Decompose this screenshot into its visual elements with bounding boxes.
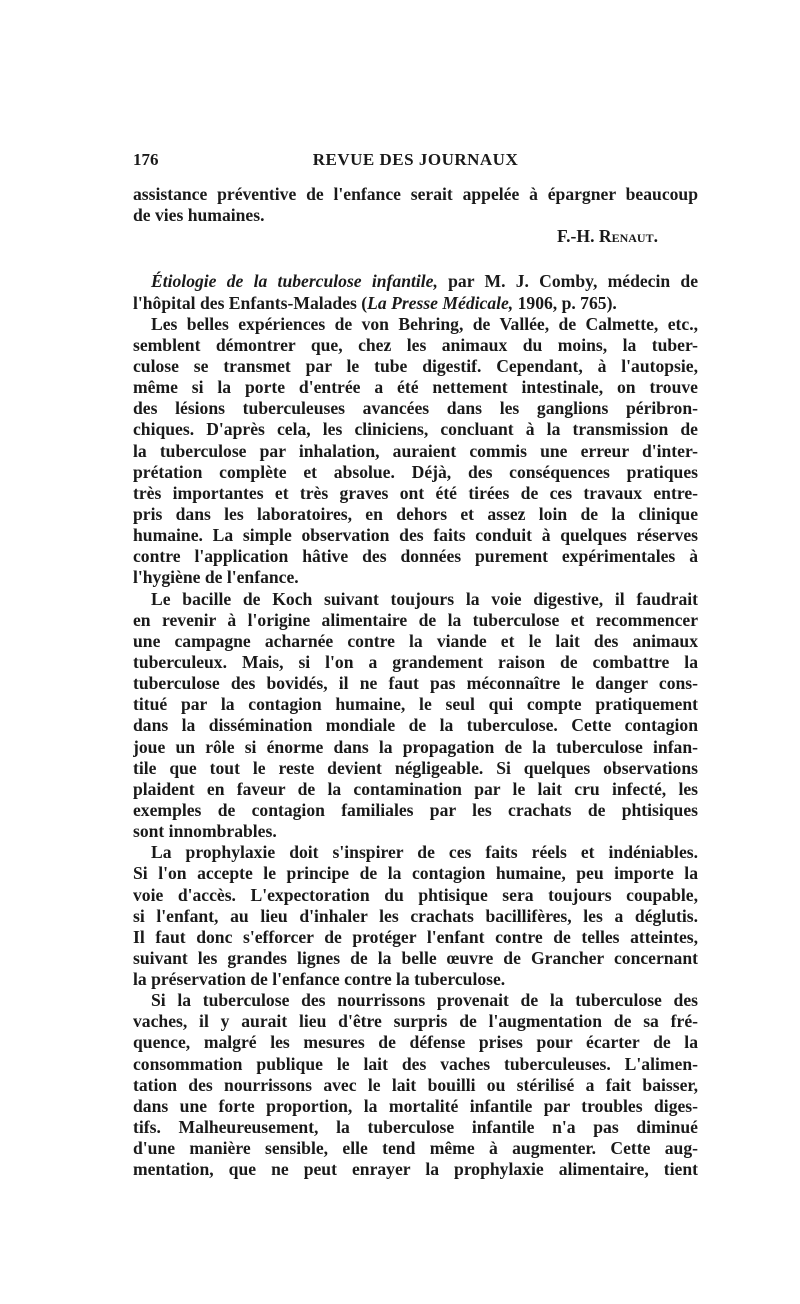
text-line: des lésions tuberculeuses avancées dans les ganglions péribron- [133, 398, 698, 419]
source-pre: l'hôpital des Enfants-Malades ( [133, 292, 368, 313]
text-line: consommation publique le lait des vaches tuberculeuses. L'alimen- [133, 1053, 698, 1074]
signature-text: F.-H. Renaut. [557, 226, 658, 247]
text-line: prétation complète et absolue. Déjà, des conséquences pratiques [133, 461, 698, 482]
text-line: suivant les grandes lignes de la belle œuvre de Grancher concernant [133, 947, 698, 968]
page-number: 176 [133, 150, 159, 169]
text-line: la tuberculose par inhalation, auraient commis une erreur d'inter- [133, 440, 698, 461]
signature [133, 226, 698, 247]
text-line: très importantes et très graves ont été tirées de ces travaux entre- [133, 482, 698, 503]
page-header [133, 150, 698, 174]
text-line: dans une forte proportion, la mortalité infantile par troubles diges- [133, 1095, 698, 1116]
text-line: voie d'accès. L'expectoration du phtisique sera toujours coupable, [133, 884, 698, 905]
text-line: Si la tuberculose des nourrissons provenait de la tuberculose des [151, 990, 698, 1011]
text-line: tation des nourrissons avec le lait bouilli ou stérilisé a fait baisser, [133, 1074, 698, 1095]
source-journal: La Presse Médicale, [367, 292, 514, 313]
text-line: en revenir à l'origine alimentaire de la tuberculose et recommencer [133, 609, 698, 630]
article-title-italic: Étiologie de la tuberculose infantile, [151, 271, 438, 292]
text-line: contre l'application hâtive des données purement expérimentales à [133, 546, 698, 567]
text-line: chiques. D'après cela, les cliniciens, concluant à la transmission de [133, 419, 698, 440]
text-line: titué par la contagion humaine, le seul qui compte pratiquement [133, 694, 698, 715]
text-line: l'hygiène de l'enfance. [133, 567, 299, 588]
text-line: d'une manière sensible, elle tend même à augmenter. Cette aug- [133, 1138, 698, 1159]
text-line: La prophylaxie doit s'inspirer de ces faits réels et indéniables. [151, 842, 698, 863]
text-line: tuberculose des bovidés, il ne faut pas méconnaître le danger cons- [133, 673, 698, 694]
source-post: 1906, p. 765). [513, 292, 617, 313]
text-line: exemples de contagion familiales par les crachats de phtisiques [133, 799, 698, 820]
text-line: tifs. Malheureusement, la tuberculose infantile n'a pas diminué [133, 1117, 698, 1138]
text-line: mentation, que ne peut enrayer la prophylaxie alimentaire, tient [133, 1159, 698, 1180]
text-line: quence, malgré les mesures de défense prises pour écarter de la [133, 1032, 698, 1053]
text-line: si l'enfant, au lieu d'inhaler les crachats bacillifères, les a déglutis. [133, 905, 698, 926]
text-line: vaches, il y aurait lieu d'être surpris de l'augmentation de sa fré- [133, 1011, 698, 1032]
article-title [133, 271, 698, 292]
text-line: assistance préventive de l'enfance serait appelée à épargner beaucoup [133, 184, 698, 204]
text-line: culose se transmet par le tube digestif. Cependant, à l'autopsie, [133, 355, 698, 376]
text-line: de vies humaines. [133, 205, 265, 226]
text-line: plaident en faveur de la contamination par le lait cru infecté, les [133, 778, 698, 799]
text-line: sont innombrables. [133, 821, 277, 842]
text-line: joue un rôle si énorme dans la propagation de la tuberculose infan- [133, 736, 698, 757]
article-source [133, 293, 698, 314]
text-line: tuberculeux. Mais, si l'on a grandement raison de combattre la [133, 651, 698, 672]
text-line: une campagne acharnée contre la viande et le lait des animaux [133, 630, 698, 651]
text-line: dans la dissémination mondiale de la tuberculose. Cette contagion [133, 715, 698, 736]
text-line: pris dans les laboratoires, en dehors et assez loin de la clinique [133, 503, 698, 524]
text-line: tile que tout le reste devient négligeable. Si quelques observations [133, 757, 698, 778]
text-line: semblent démontrer que, chez les animaux du moins, la tuber- [133, 334, 698, 355]
text-line: Si l'on accepte le principe de la contagion humaine, peu importe la [133, 863, 698, 884]
article-title-rest: par M. J. Comby, médecin de [437, 271, 698, 292]
text-line: même si la porte d'entrée a été nettement intestinale, on trouve [133, 377, 698, 398]
text-line: Le bacille de Koch suivant toujours la voie digestive, il faudrait [151, 588, 698, 609]
text-line: la préservation de l'enfance contre la tuberculose. [133, 969, 506, 990]
page-body [133, 184, 698, 1180]
text-line: Les belles expériences de von Behring, de Vallée, de Calmette, etc., [151, 313, 698, 334]
text-line: humaine. La simple observation des faits conduit à quelques réserves [133, 525, 698, 546]
section-gap [133, 247, 698, 271]
running-head: REVUE DES JOURNAUX [312, 150, 519, 169]
text-line: Il faut donc s'efforcer de protéger l'enfant contre de telles atteintes, [133, 926, 698, 947]
